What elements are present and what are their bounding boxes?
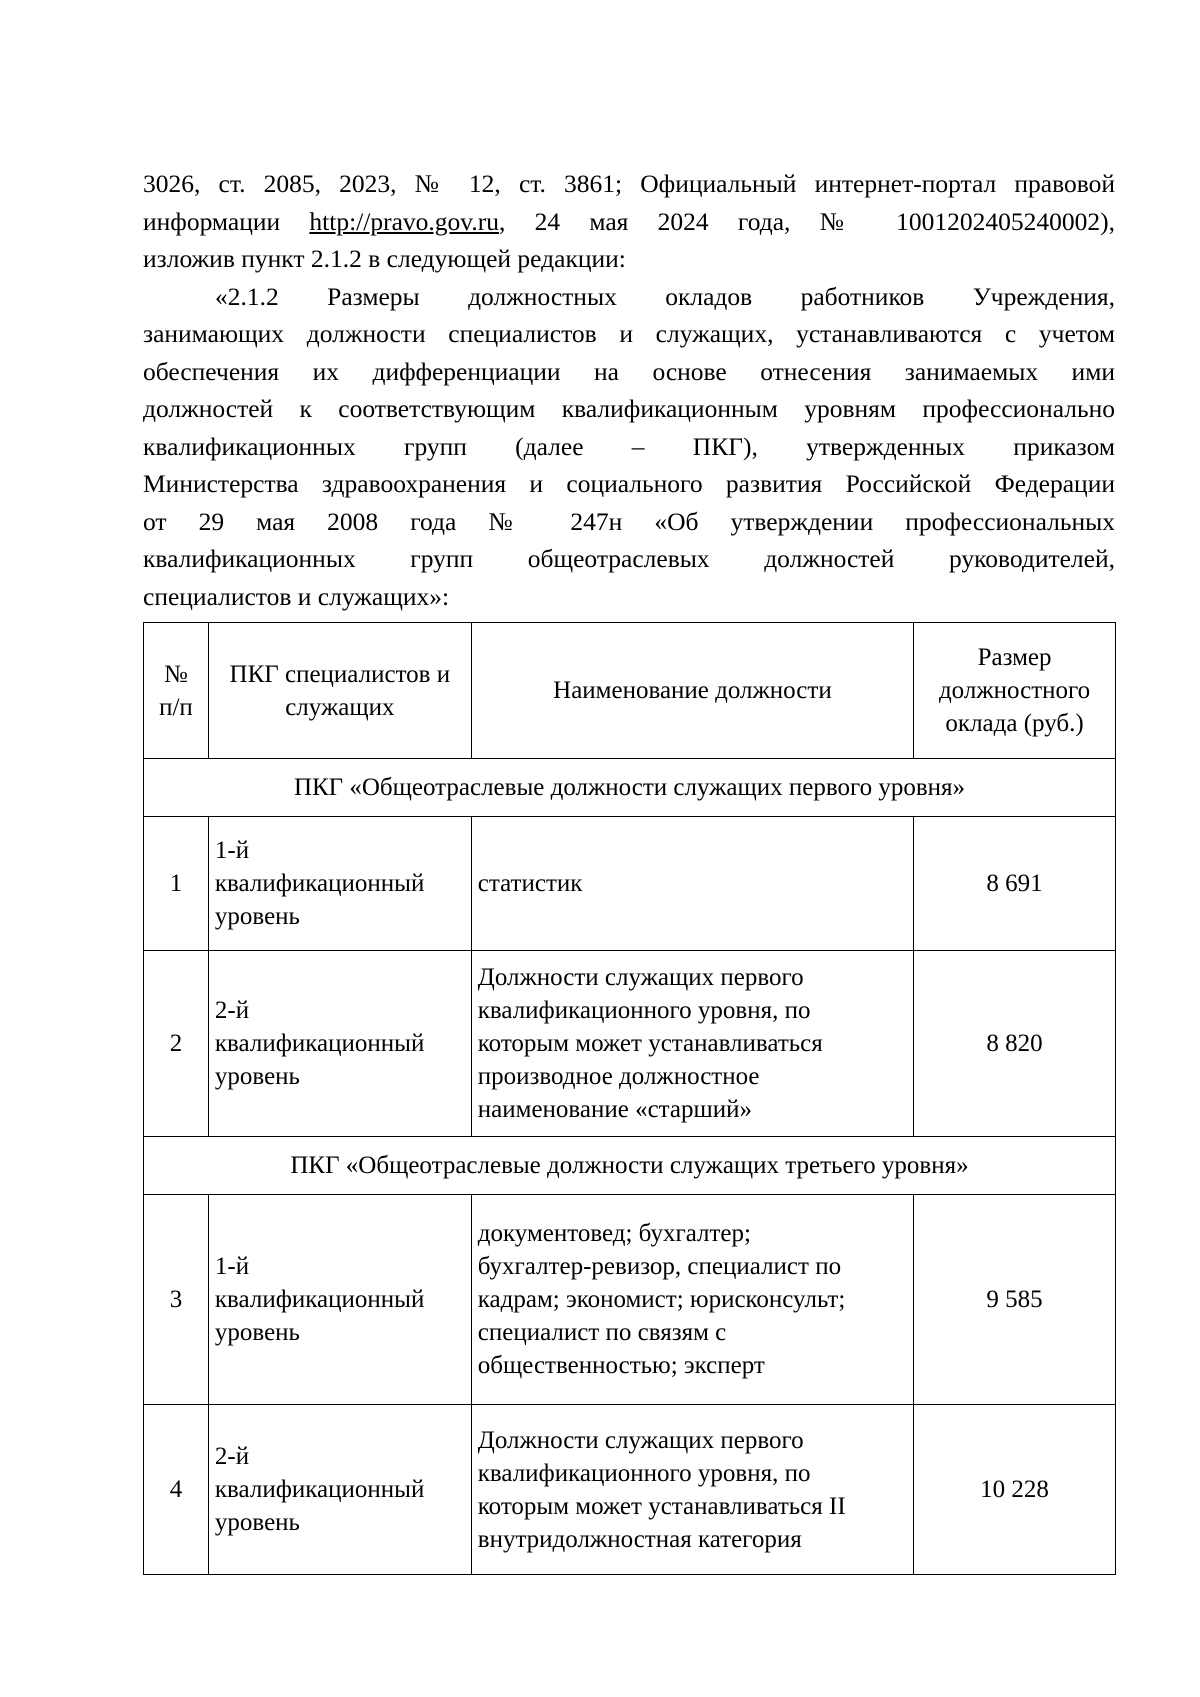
clause-line: должностей к соответствующим квалификационным уровням профессионально	[143, 394, 1115, 423]
header-position: Наименование должности	[471, 623, 913, 759]
row-num: 1	[144, 817, 209, 951]
section-row	[144, 759, 1116, 817]
row-position: Должности служащих первого квалификационного уровня, по которым может устанавливаться II внутридолжностная категория	[471, 1405, 913, 1575]
clause-line: обеспечения их дифференциации на основе отнесения занимаемых ими	[143, 356, 1115, 386]
salary-table	[143, 622, 1116, 1575]
row-salary: 8 691	[914, 817, 1116, 951]
row-level: 2-й квалификационный уровень	[208, 951, 471, 1137]
header-num: № п/п	[144, 623, 209, 759]
intro-line: информации http://pravo.gov.ru, 24 мая 2024 года, № 1001202405240002),	[143, 206, 1115, 236]
table-row	[144, 951, 1116, 1137]
row-position: документовед; бухгалтер; бухгалтер-ревизор, специалист по кадрам; экономист; юрисконсульт; специалист по связям с общественностью; эксперт	[471, 1195, 913, 1405]
intro-line: 3026, ст. 2085, 2023, № 12, ст. 3861; Официальный интернет-портал правовой	[143, 169, 1115, 198]
row-position: Должности служащих первого квалификационного уровня, по которым может устанавливаться производное должностное наименование «старший»	[471, 951, 913, 1137]
section-title: ПКГ «Общеотраслевые должности служащих первого уровня»	[144, 759, 1116, 817]
row-level: 1-й квалификационный уровень	[208, 1195, 471, 1405]
row-num: 2	[144, 951, 209, 1137]
row-salary: 10 228	[914, 1405, 1116, 1575]
row-num: 3	[144, 1195, 209, 1405]
row-salary: 9 585	[914, 1195, 1116, 1405]
document-text	[143, 165, 1115, 615]
intro-paragraph	[143, 165, 1115, 278]
clause-line: «2.1.2 Размеры должностных окладов работников Учреждения,	[215, 281, 1115, 311]
clause-line: от 29 мая 2008 года № 247н «Об утверждении профессиональных	[143, 506, 1115, 536]
header-pkg: ПКГ специалистов и служащих	[208, 623, 471, 759]
row-position: статистик	[471, 817, 913, 951]
intro-line: изложив пункт 2.1.2 в следующей редакции:	[143, 244, 626, 273]
clause-line: специалистов и служащих»:	[143, 581, 450, 611]
table-header-row	[144, 623, 1116, 759]
row-level: 1-й квалификационный уровень	[208, 817, 471, 951]
row-level: 2-й квалификационный уровень	[208, 1405, 471, 1575]
row-salary: 8 820	[914, 951, 1116, 1137]
pravo-link[interactable]: http://pravo.gov.ru	[309, 206, 499, 236]
section-row	[144, 1137, 1116, 1195]
clause-line: квалификационных групп (далее – ПКГ), утвержденных приказом	[143, 431, 1115, 461]
clause-line: Министерства здравоохранения и социального развития Российской Федерации	[143, 469, 1115, 498]
table-row	[144, 817, 1116, 951]
table-row	[144, 1195, 1116, 1405]
clause-line: квалификационных групп общеотраслевых должностей руководителей,	[143, 544, 1115, 573]
table-row	[144, 1405, 1116, 1575]
header-salary: Размер должностного оклада (руб.)	[914, 623, 1116, 759]
clause-paragraph	[143, 278, 1115, 616]
clause-line: занимающих должности специалистов и служащих, устанавливаются с учетом	[143, 319, 1115, 348]
row-num: 4	[144, 1405, 209, 1575]
section-title: ПКГ «Общеотраслевые должности служащих третьего уровня»	[144, 1137, 1116, 1195]
